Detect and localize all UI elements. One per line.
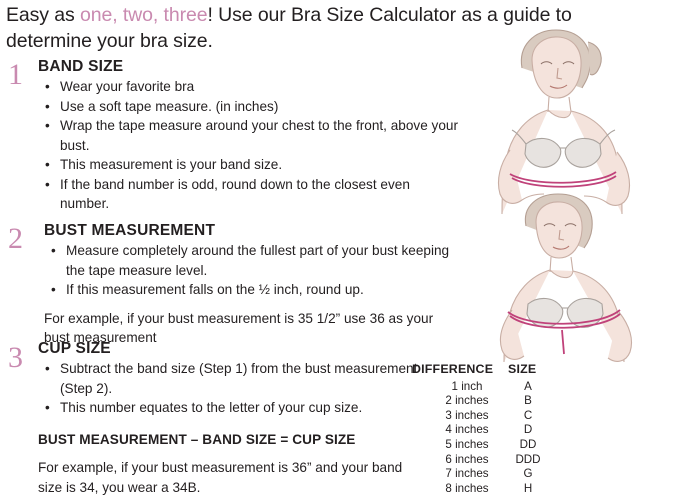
- table-row: [412, 394, 572, 409]
- list-item: [38, 155, 458, 175]
- cell-difference: 8 inches: [445, 481, 489, 495]
- bullet-icon: •: [45, 79, 50, 94]
- woman-measuring-bust-illustration: [470, 192, 670, 362]
- list-item: [38, 116, 458, 155]
- column-header-size: SIZE: [508, 362, 537, 376]
- cell-difference: 3 inches: [445, 408, 489, 422]
- bullet-icon: •: [45, 400, 50, 415]
- step-1-bullet-list: [38, 77, 458, 214]
- table-row: [412, 438, 572, 453]
- list-item-text: Subtract the band size (Step 1) from the bust measurement (Step 2).: [60, 361, 418, 396]
- bullet-icon: •: [45, 157, 50, 172]
- cell-difference: 2 inches: [445, 394, 489, 408]
- step-number-3: 3: [8, 341, 23, 374]
- difference-size-table: [412, 362, 572, 496]
- cell-size: H: [523, 481, 533, 495]
- table-row: [412, 380, 572, 395]
- woman-measuring-band-illustration: [470, 24, 670, 214]
- list-item-text: Use a soft tape measure. (in inches): [60, 98, 279, 114]
- step-3-title: CUP SIZE: [38, 340, 111, 357]
- page-title-text-before: Easy as: [6, 4, 80, 26]
- cell-difference: 1 inch: [451, 379, 483, 393]
- table-row: [412, 423, 572, 438]
- cell-size: A: [524, 379, 532, 393]
- step-number-2: 2: [8, 222, 23, 255]
- list-item-text: This number equates to the letter of your cup size.: [60, 400, 363, 415]
- list-item-text: Wear your favorite bra: [60, 79, 195, 94]
- bullet-icon: •: [51, 282, 56, 297]
- list-item: [38, 175, 458, 214]
- list-item-text: This measurement is your band size.: [60, 157, 283, 172]
- step-3-bullet-list: [38, 359, 428, 418]
- list-item: [38, 77, 458, 97]
- list-item-text: If this measurement falls on the ½ inch, round up.: [66, 282, 364, 297]
- cell-size: B: [524, 394, 532, 408]
- list-item: [38, 359, 428, 398]
- cell-size: DD: [519, 437, 537, 451]
- cell-size: C: [523, 408, 533, 422]
- list-item: [38, 97, 458, 117]
- list-item-text: If the band number is odd, round down to the closest even number.: [60, 176, 410, 211]
- cell-difference: 4 inches: [445, 423, 489, 437]
- table-header-row: [412, 362, 572, 377]
- cell-difference: 7 inches: [445, 467, 489, 481]
- list-item-text: Wrap the tape measure around your chest to the front, above your bust.: [60, 118, 458, 153]
- cell-size: DDD: [515, 452, 541, 466]
- bullet-icon: •: [51, 243, 56, 258]
- cell-difference: 6 inches: [445, 452, 489, 466]
- page-title-text-after: ! Use our Bra Size Calculator as a guide to determine your bra size.: [6, 4, 572, 52]
- step-2-note: For example, if your bust measurement is 35 1/2” use 36 as your bust measurement: [44, 310, 434, 345]
- bullet-icon: •: [45, 176, 50, 192]
- table-row: [412, 453, 572, 468]
- cell-difference: 5 inches: [445, 437, 489, 451]
- list-item: [38, 398, 428, 418]
- bullet-icon: •: [45, 118, 50, 133]
- list-item: [44, 241, 458, 280]
- table-row: [412, 467, 572, 482]
- cup-size-formula: BUST MEASUREMENT – BAND SIZE = CUP SIZE: [38, 431, 356, 447]
- cell-size: G: [523, 467, 533, 481]
- list-item-text: Measure completely around the fullest part of your bust keeping the tape measure level.: [66, 243, 450, 278]
- column-header-difference: DIFFERENCE: [412, 362, 494, 376]
- step-band-size: [8, 58, 458, 214]
- bullet-icon: •: [45, 361, 50, 376]
- step-bust-measurement: [8, 222, 458, 348]
- step-2-bullet-list: [44, 241, 458, 300]
- bullet-icon: •: [45, 98, 50, 114]
- step-cup-size: [8, 340, 428, 497]
- list-item: [44, 280, 458, 300]
- step-2-title: BUST MEASUREMENT: [44, 222, 216, 239]
- cell-size: D: [523, 423, 533, 437]
- table-row: [412, 482, 572, 497]
- page-title-highlight: one, two, three: [79, 4, 208, 26]
- step-1-title: BAND SIZE: [38, 58, 124, 75]
- step-number-1: 1: [8, 58, 23, 91]
- table-row: [412, 409, 572, 424]
- step-3-note: For example, if your bust measurement is 36” and your band size is 34, you wear a 34B.: [38, 460, 403, 495]
